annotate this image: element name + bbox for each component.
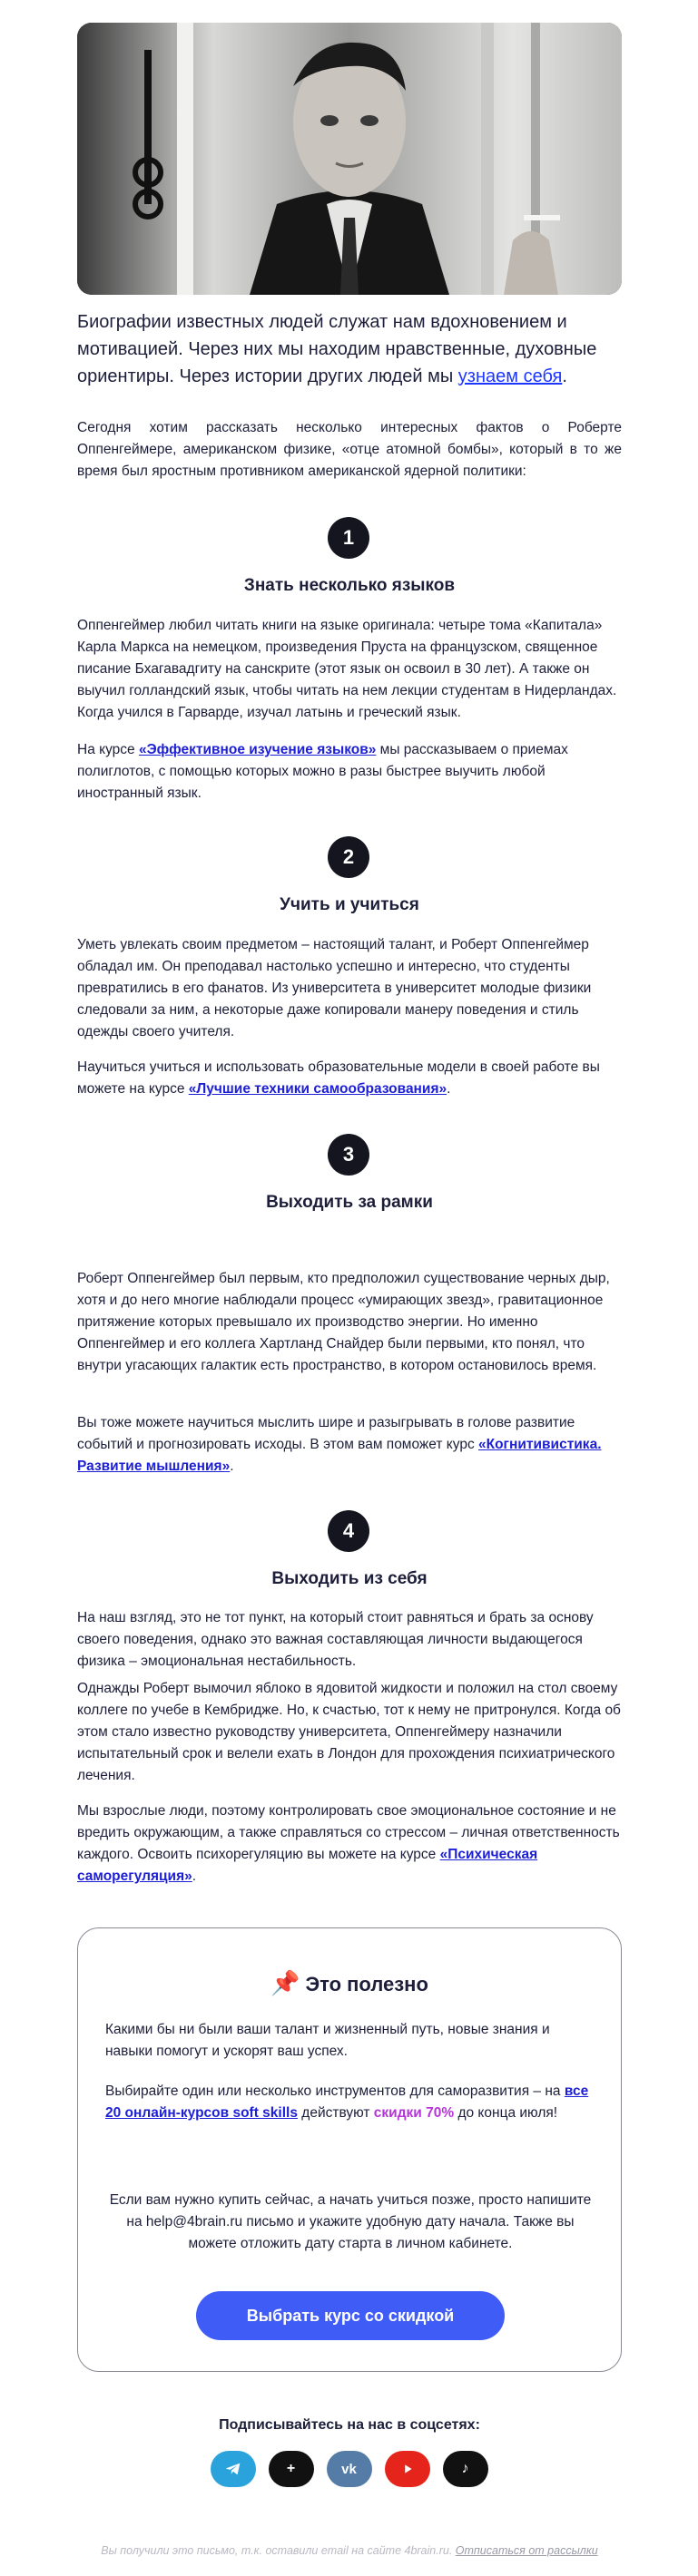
text-fragment: Выбирайте один или несколько инструментов для саморазвития – на	[105, 2083, 565, 2099]
section-number-3: 3	[328, 1134, 369, 1176]
footer	[77, 2544, 622, 2557]
youtube-icon[interactable]	[385, 2451, 430, 2487]
footer-text: Вы получили это письмо, т.к. оставили email на сайте 4brain.ru.	[101, 2544, 456, 2557]
lead-paragraph: Сегодня хотим рассказать несколько интересных фактов о Роберте Оппенгеймере, американском физике, «отце атомной бомбы», который в то же время был яростным противником американской ядерной политики:	[77, 420, 622, 479]
hero-photo	[77, 23, 622, 295]
section-4-course-paragraph	[77, 1800, 622, 1888]
useful-box	[77, 1927, 622, 2372]
vk-icon[interactable]: vk	[327, 2451, 372, 2487]
intro-text	[77, 308, 622, 390]
text-fragment: Научиться учиться и использовать образовательные модели в своей работе вы можете на курсе	[77, 1059, 600, 1097]
useful-paragraph-1: Какими бы ни были ваши талант и жизненный путь, новые знания и навыки помогут и ускорят ваш успех.	[105, 2022, 550, 2059]
section-1-paragraph: Оппенгеймер любил читать книги на языке оригинала: четыре тома «Капитала» Карла Маркса на немецком, произведения Пруста на французском, священное писание Бхагавадгиту на санскрите (этот язык он освоил в 30 лет). А также он выучил голландский язык, чтобы читать на нем лекции студентам в Нидерландах. Когда учился в Гарварде, изучал латынь и греческий язык.	[77, 618, 617, 720]
text-fragment: На курсе	[77, 742, 139, 757]
text-fragment: мы рассказываем о приемах полиглотов, с помощью которых можно в разы быстрее выучить любой иностранный язык.	[77, 742, 568, 801]
text-fragment: до конца июля!	[454, 2105, 558, 2121]
intro-end: .	[562, 366, 567, 386]
section-title-2: Учить и учиться	[280, 895, 419, 914]
text-fragment: .	[447, 1081, 451, 1097]
text-fragment: Вы тоже можете научиться мыслить шире и разыгрывать в голове развитие событий и прогнозировать исходы. В этом вам поможет курс	[77, 1415, 575, 1452]
section-4-paragraph-2: Однажды Роберт вымочил яблоко в ядовитой жидкости и положил на стол своему коллеге по учебе в Кембридже. Но, к счастью, тот к нему не притронулся. Когда об этом стало известно руководству университета, Оппенгеймеру назначили испытательный срок и велели ехать в Лондон для прохождения психиатрического лечения.	[77, 1681, 621, 1783]
useful-paragraph-2	[105, 2081, 595, 2124]
useful-paragraph-3: Если вам нужно купить сейчас, а начать учиться позже, просто напишите на help@4brain.ru письмо и укажите удобную дату начала. Также вы можете отложить дату старта в личном кабинете.	[109, 2192, 592, 2251]
intro-link[interactable]: узнаем себя	[457, 366, 563, 386]
unsubscribe-link[interactable]: Отписаться от рассылки	[455, 2544, 598, 2557]
section-title-1: Знать несколько языков	[243, 576, 456, 595]
section-3-paragraph: Роберт Оппенгеймер был первым, кто предположил существование черных дыр, хотя и до него многие наблюдали процесс «умирающих звезд», гравитационное притяжение которых превышало их производство энергии. Но именно Оппенгеймер и его коллега Хартланд Снайдер были первыми, кто понял, что внутри угасающих галактик есть пространство, в котором остановилось время.	[77, 1271, 610, 1373]
course-link-self-education[interactable]: «Лучшие техники самообразования»	[188, 1081, 447, 1097]
course-link-self-regulation[interactable]: «Психическая саморегуляция»	[77, 1847, 538, 1884]
section-number-2: 2	[328, 836, 369, 878]
course-link-cognitivistics[interactable]: «Когнитивистика. Развитие мышления»	[77, 1437, 602, 1474]
section-number-4: 4	[328, 1510, 369, 1552]
section-title-4: Выходить из себя	[271, 1569, 428, 1588]
useful-title-text: Это полезно	[305, 1973, 428, 1995]
all-courses-link[interactable]: все 20 онлайн-курсов soft skills	[105, 2083, 589, 2121]
section-2-paragraph: Уметь увлекать своим предметом – настоящий талант, и Роберт Оппенгеймер обладал им. Он преподавал настолько успешно и интересно, что студенты превратились в его фанатов. Из университета в университет молодые физики следовали за ним, а некоторые даже копировали манеру поведения и стиль одежды своего учителя.	[77, 937, 592, 1039]
section-3-course-paragraph	[77, 1412, 622, 1478]
pushpin-icon: 📌	[270, 1969, 300, 1996]
social-links	[0, 2451, 698, 2487]
section-title-3: Выходить за рамки	[266, 1193, 433, 1212]
section-4-paragraph-1: На наш взгляд, это не тот пункт, на который стоит равняться и брать за основу своего поведения, однако это важная составляющая личности выдающегося физика – эмоциональная нестабильность.	[77, 1610, 594, 1669]
social-title: Подписывайтесь на нас в соцсетях:	[219, 2417, 480, 2433]
telegram-icon[interactable]	[211, 2451, 256, 2487]
tiktok-icon[interactable]: ♪	[443, 2451, 488, 2487]
text-fragment: .	[192, 1869, 197, 1884]
course-link-languages[interactable]: «Эффективное изучение языков»	[138, 742, 377, 757]
section-2-course-paragraph	[77, 1057, 622, 1100]
section-1-course-paragraph	[77, 739, 622, 805]
text-fragment: .	[230, 1459, 234, 1474]
section-number-1: 1	[328, 517, 369, 559]
useful-box-title	[78, 1969, 621, 1997]
text-fragment: действуют	[297, 2105, 374, 2121]
plus-icon[interactable]: +	[269, 2451, 314, 2487]
choose-course-button[interactable]: Выбрать курс со скидкой	[196, 2291, 505, 2340]
text-fragment: Мы взрослые люди, поэтому контролировать свое эмоциональное состояние и не вредить окружающим, а также справляться со стрессом – личная ответственность каждого. Освоить психорегуляцию вы можете на курсе	[77, 1803, 620, 1862]
intro-body: Биографии известных людей служат нам вдохновением и мотивацией. Через них мы находим нравственные, духовные ориентиры. Через истории других людей мы	[77, 312, 597, 386]
discount-label: скидки 70%	[373, 2105, 455, 2121]
